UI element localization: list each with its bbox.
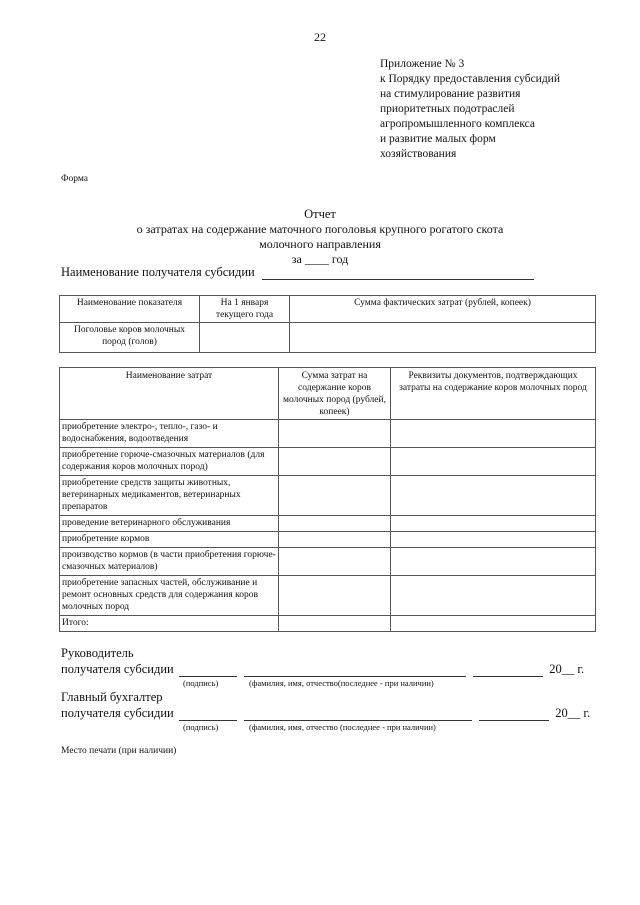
expense-name: приобретение электро-, тепло-, газо- и водоснабжения, водоотведения	[60, 420, 279, 448]
appendix-line: приоритетных подотраслей	[380, 103, 515, 115]
signature-caption: (подпись)	[183, 722, 219, 732]
table-row	[60, 532, 596, 548]
table-cell[interactable]	[279, 576, 391, 616]
year-suffix: г.	[577, 662, 585, 676]
table-row	[60, 516, 596, 532]
table-cell[interactable]	[391, 576, 596, 616]
recipient-field[interactable]	[262, 265, 534, 280]
table-header: На 1 января текущего года	[200, 296, 290, 323]
year-blank[interactable]: __	[567, 706, 581, 720]
report-title-block	[0, 207, 640, 267]
table-row	[60, 548, 596, 576]
year-prefix: 20	[549, 662, 562, 676]
table-header: Реквизиты документов, подтверждающих затраты на содержание коров молочных пород	[391, 368, 596, 420]
recipient-word: получателя субсидии	[61, 706, 174, 720]
table-cell[interactable]	[279, 516, 391, 532]
year-blank[interactable]: __	[561, 662, 575, 676]
expense-name: приобретение запасных частей, обслуживание и ремонт основных средств для содержания коров молочных пород	[60, 576, 279, 616]
appendix-line: к Порядку предоставления субсидий	[380, 73, 560, 85]
signature-caption: (подпись)	[183, 678, 219, 688]
fio-caption: (фамилия, имя, отчество (последнее - при наличии)	[249, 722, 436, 732]
expense-name: приобретение кормов	[60, 532, 279, 548]
table-row	[60, 576, 596, 616]
report-subtitle: о затратах на содержание маточного поголовья крупного рогатого скота	[136, 222, 504, 236]
table-cell[interactable]	[391, 476, 596, 516]
period-suffix: год	[331, 252, 349, 266]
year-prefix: 20	[555, 706, 568, 720]
recipient-label: Наименование получателя субсидии	[61, 265, 255, 279]
appendix-line: агропромышленного комплекса	[380, 118, 536, 130]
table-cell[interactable]	[279, 548, 391, 576]
page-number: 22	[314, 30, 326, 44]
expense-name: приобретение горюче-смазочных материалов (для содержания коров молочных пород)	[60, 448, 279, 476]
stamp-label: Место печати (при наличии)	[61, 746, 177, 756]
table-row-label: Поголовье коров молочных пород (голов)	[60, 323, 200, 353]
livestock-table	[59, 295, 596, 353]
table-cell[interactable]	[391, 516, 596, 532]
year-suffix: г.	[583, 706, 591, 720]
accountant-title: Главный бухгалтер	[61, 690, 163, 704]
table-cell[interactable]	[279, 476, 391, 516]
head-date-field[interactable]	[473, 664, 543, 677]
accountant-name-field[interactable]	[244, 708, 472, 721]
period-blank[interactable]: ____	[304, 252, 329, 266]
table-cell[interactable]	[391, 420, 596, 448]
table-row	[60, 420, 596, 448]
table-cell[interactable]	[279, 448, 391, 476]
fio-caption: (фамилия, имя, отчество(последнее - при наличии)	[249, 678, 434, 688]
report-title: Отчет	[304, 207, 336, 221]
head-title: Руководитель	[61, 646, 134, 660]
accountant-date-field[interactable]	[479, 708, 549, 721]
table-header: Сумма фактических затрат (рублей, копеек)	[290, 296, 596, 323]
appendix-line: хозяйствования	[380, 148, 457, 160]
period-prefix: за	[291, 252, 302, 266]
appendix-line: и развитие малых форм	[380, 133, 496, 145]
table-cell[interactable]	[391, 616, 596, 632]
appendix-title: Приложение № 3	[380, 58, 465, 70]
appendix-line: на стимулирование развития	[380, 88, 521, 100]
table-row	[60, 476, 596, 516]
table-cell[interactable]	[279, 616, 391, 632]
recipient-word: получателя субсидии	[61, 662, 174, 676]
expenses-table	[59, 367, 596, 632]
report-subtitle: молочного направления	[259, 237, 381, 251]
table-cell[interactable]	[279, 420, 391, 448]
table-header: Наименование показателя	[60, 296, 200, 323]
table-cell[interactable]	[279, 532, 391, 548]
head-name-field[interactable]	[244, 664, 466, 677]
expense-name: проведение ветеринарного обслуживания	[60, 516, 279, 532]
table-cell[interactable]	[290, 323, 596, 353]
table-row	[60, 616, 596, 632]
appendix-header	[380, 57, 560, 162]
recipient-line	[61, 265, 534, 280]
total-label: Итого:	[60, 616, 279, 632]
head-signature-field[interactable]	[179, 664, 237, 677]
accountant-signature-line	[61, 706, 590, 721]
form-label: Форма	[61, 174, 89, 184]
table-cell[interactable]	[391, 548, 596, 576]
table-cell[interactable]	[391, 532, 596, 548]
table-header: Сумма затрат на содержание коров молочных пород (рублей, копеек)	[279, 368, 391, 420]
table-header: Наименование затрат	[60, 368, 279, 420]
accountant-signature-field[interactable]	[179, 708, 237, 721]
head-signature-line	[61, 662, 584, 677]
table-row	[60, 448, 596, 476]
expense-name: приобретение средств защиты животных, ветеринарных медикаментов, ветеринарных препаратов	[60, 476, 279, 516]
expense-name: производство кормов (в части приобретения горюче-смазочных материалов)	[60, 548, 279, 576]
table-cell[interactable]	[200, 323, 290, 353]
table-cell[interactable]	[391, 448, 596, 476]
